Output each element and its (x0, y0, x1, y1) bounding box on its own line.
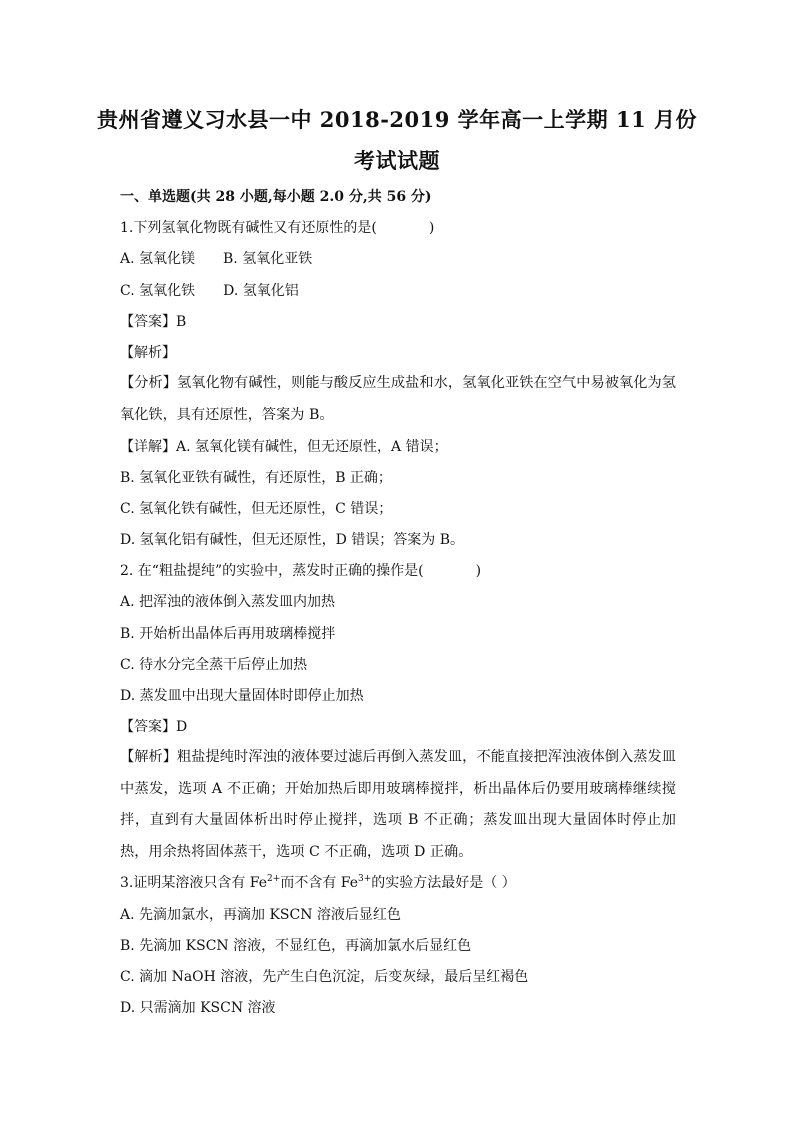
q1-option-b: B. 氢氧化亚铁 (223, 251, 313, 267)
q1-xiangjie-c: C. 氢氧化铁有碱性，但无还原性，C 错误； (120, 501, 393, 517)
q1-options-cd (120, 282, 299, 300)
q2-option-d: D. 蒸发皿中出现大量固体时即停止加热 (120, 688, 364, 704)
q1-stem-text: 1.下列氢氧化物既有碱性又有还原性的是( (120, 220, 377, 236)
q3-option-b: B. 先滴加 KSCN 溶液，不显红色，再滴加氯水后显红色 (120, 938, 472, 954)
q2-stem-paren: ) (475, 563, 482, 579)
q2-analysis-label: 【解析】 (120, 749, 178, 765)
q2-option-a: A. 把浑浊的液体倒入蒸发皿内加热 (120, 594, 336, 610)
q1-fenxi (120, 368, 676, 431)
q1-stem-paren: ) (428, 220, 435, 236)
q3-stem-part3: 的实验方法最好是（ ） (371, 875, 516, 891)
q2-answer (120, 718, 187, 736)
q1-xiangjie-d: D. 氢氧化铝有碱性，但无还原性，D 错误；答案为 B。 (120, 532, 465, 548)
q1-fenxi-label: 【分析】 (120, 375, 178, 391)
q2-analysis-text: 粗盐提纯时浑浊的液体要过滤后再倒入蒸发皿，不能直接把浑浊液体倒入蒸发皿中蒸发，选项 A 不正确；开始加热后即用玻璃棒搅拌，析出晶体后仍要用玻璃棒继续搅拌，直到有大量固体析出时停止搅拌，选项 B 不正确；蒸发皿出现大量固体时停止加热，用余热将固体蒸干，选项 C 不正确，选项 D 正确。 (120, 749, 676, 860)
q1-fenxi-text: 氢氧化物有碱性，则能与酸反应生成盐和水，氢氧化亚铁在空气中易被氧化为氢氧化铁，具有还原性，答案为 B。 (120, 375, 676, 423)
q3-ion-charge-1: 2+ (267, 874, 281, 884)
document-title-line-1: 贵州省遵义习水县一中 2018-2019 学年高一上学期 11 月份 (96, 107, 698, 132)
q1-stem (120, 219, 434, 237)
q1-option-a: A. 氢氧化镁 (120, 251, 196, 267)
q3-option-d: D. 只需滴加 KSCN 溶液 (120, 1000, 276, 1016)
q1-answer-value: B (176, 314, 187, 330)
q1-answer (120, 313, 186, 331)
q2-option-b: B. 开始析出晶体后再用玻璃棒搅拌 (120, 626, 336, 642)
q2-stem (120, 562, 481, 580)
q2-stem-text: 2. 在“粗盐提纯”的实验中，蒸发时正确的操作是( (120, 563, 424, 579)
q2-answer-value: D (176, 719, 188, 735)
q1-xiangjie-a (120, 438, 448, 456)
section-heading: 一、单选题(共 28 小题,每小题 2.0 分,共 56 分) (120, 189, 432, 205)
q1-xiangjie-label: 【详解】 (120, 439, 176, 455)
q1-options-ab (120, 250, 312, 268)
q2-analysis (120, 742, 676, 868)
q1-xiangjie-a-text: A. 氢氧化镁有碱性，但无还原性，A 错误； (176, 439, 448, 455)
q2-option-c: C. 待水分完全蒸干后停止加热 (120, 657, 308, 673)
q1-answer-label: 【答案】 (120, 314, 176, 330)
q3-option-a: A. 先滴加氯水，再滴加 KSCN 溶液后显红色 (120, 907, 401, 923)
q3-stem-part1: 3.证明某溶液只含有 Fe (120, 875, 268, 891)
document-title-line-2: 考试试题 (354, 148, 440, 173)
q3-stem (120, 874, 516, 892)
q1-analysis-label: 【解析】 (120, 345, 176, 361)
q3-option-c: C. 滴加 NaOH 溶液，先产生白色沉淀，后变灰绿，最后呈红褐色 (120, 969, 529, 985)
q3-ion-charge-2: 3+ (358, 874, 372, 884)
q3-stem-part2: 而不含有 Fe (280, 875, 359, 891)
q1-option-d: D. 氢氧化铝 (223, 283, 299, 299)
q2-answer-label: 【答案】 (120, 719, 176, 735)
q1-xiangjie-b: B. 氢氧化亚铁有碱性，有还原性，B 正确； (120, 470, 392, 486)
q1-option-c: C. 氢氧化铁 (120, 283, 196, 299)
